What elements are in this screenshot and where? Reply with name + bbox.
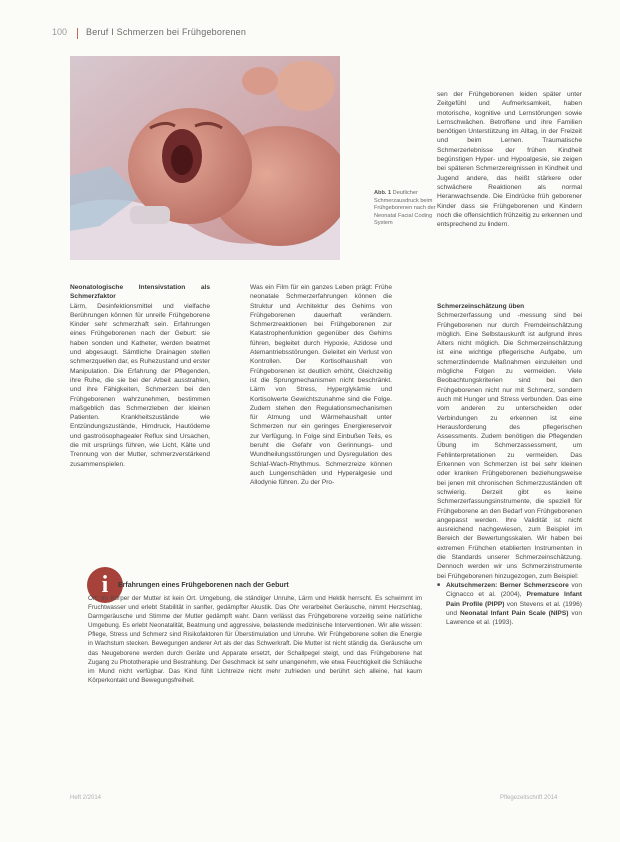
- paragraph-assessment: Schmerzerfassung und -messung sind bei Frühgeborenen nur durch Fremdeinschätzung möglich. Eine Selbstauskunft ist aufgrund ihres Alters nicht möglich. Die Schmerzeinschätzung ist eine wichtige pflegerische Aufgabe, um schmerzlindernde Maßnahmen einzuleiten und mögliche Folgen zu vermeiden. Viele Beobachtungskriterien sind bei den Frühgeborenen nicht nur mit Schmerz, sondern auch mit Hunger und Stress verbunden. Das eine vom anderen zu unterscheiden oder Verbindungen zu erkennen ist eine Herausforderung des pflegerischen Assessments. Zudem benötigen die Pflegenden Übung im Schmerzassessment, um Fehlinterpretationen zu vermeiden. Das Erkennen von Schmerzen ist bei sehr kleinen oder kranken Frühgeborenen beziehungsweise bei jenen mit chronischen Schmerzzuständen oft schwierig. Derzeit gibt es keine Schmerzerfassungsinstrumente, die speziell für Frühgeborene an den Bedarf von Frühgeborenen angepasst werden. Ihre Validität ist nicht ausreichend nachgewiesen, zum Beispiel im Bereich der Bewertungsskalen. Wir haben bei extremen Frühchen etablierten Instrumenten in die Standards unserer Schmerzeinschätzung. Dennoch werden wir uns Schmerzinstrumente bei Frühgeborenen hinzugezogen, zum Beispiel:: [437, 312, 582, 580]
- tool-nips-ref: von Lawrence et al. (1993).: [446, 609, 582, 627]
- running-header: [52, 26, 572, 42]
- text-column-3-top: [437, 90, 582, 229]
- paragraph-longterm: sen der Frühgeborenen leiden später unter Zeitgefühl und Aufmerksamkeit, haben motorische, kognitive und Lernstörungen sowie Lernschwächen. Betroffene und ihre Familien benötigen Unterstützung im Alltag, in der Freizeit und beim Lernen. Traumatische Schmerzerlebnisse der frühen Kindheit begünstigen Hyper- und Hypoalgesie, sie zeigen bei späteren Schmerzereignissen in Kindheit und Jugend andere, das heißt stärkere oder schwächere Reaktionen als normal Heranwachsende. Die Eindrücke früh geborener Kinder dass sie Frühgeborenen und Kindern noch die offensichtlich frühzeitig zu erkennen und entsprechend zu lindern.: [437, 91, 582, 229]
- section-heading-assessment: Schmerzeinschätzung üben: [437, 303, 525, 310]
- page-number: 100: [52, 27, 68, 37]
- paragraph-nicu: Lärm, Desinfektionsmittel und vielfache Berührungen können für unreife Frühgeborene Kinder sehr schmerzhaft sein. Erfahrungen eines Frühgeborenen nach der Geburt: sie haben sonden und Katheter, werden beatmet und abgesaugt. Sämtliche Drainagen stellen schmerzquellen dar, es Ruhezustand und erster Manipulation. Die Erfahrung der Pflegenden, ihre Ruhe, die sie bei der Arbeit ausstrahlen, und ihre Fähigkeiten, Schmerzen bei den Frühgeborenen wahrzunehmen, bestimmen maßgeblich das Schmerzleben der kleinen Patienten. Krankheitszustände wie Entzündungszustände, Hirndruck, Hautödeme und gastroösophagealer Reflux sind Ursachen, die mit ursprüngs führen, wie Licht, Kälte und Trennung von der Mutter, schmerzverstärkend zusammenspielen.: [70, 302, 211, 468]
- tool-berner-ref: von Cignacco et al. (2004),: [446, 581, 582, 599]
- footer-right: Pflegezeitschrift 2014: [500, 795, 558, 801]
- tool-berner: Akutschmerzen: Berner Schmerzscore: [446, 581, 569, 589]
- text-column-3-bottom: [437, 302, 582, 627]
- footer-left: Heft 2/2014: [70, 795, 102, 801]
- info-box: [88, 568, 423, 756]
- text-column-1: [70, 283, 210, 469]
- caption-text: Deutlicher Schmerzausdruck beim Frühgeborenen nach der Neonatal Facial Coding System: [374, 190, 436, 227]
- info-icon: i: [87, 567, 123, 603]
- header-divider: [77, 28, 78, 39]
- bullet-assessment-tools: [437, 581, 582, 627]
- running-title: Beruf I Schmerzen bei Frühgeborenen: [86, 27, 247, 37]
- info-box-text: Ort: Im Körper der Mutter ist kein Ort. Umgebung, die ständiger Unruhe, Lärm und Hektik herrscht. Es schwimmt im Fruchtwasser und erlebt Stabilität in sanfter, gedämpfter Akustik. Das Ohr verarbeitet Geräusche, nimmt Herzschlag, Darmgeräusche und Stimme der Mutter gedämpft wahr. Dann verlässt das Frühgeborene vorzeitig seine natürliche Umgebung. Es erlebt Neonatalität, Beatmung und aggressive, belastende medizinische Interventionen. Wir alle wissen: Pflege, Stress und Schmerz sind Risikofaktoren für Überstimulation und Unruhe. Wir Frühgeborene sollen die Energie in Wachstum stecken. Bewegungen anderer Art als der das Schwerkraft. Die Mutter ist nicht ständig da. Geräusche um das Neugeborene werden durch Geräte und Apparate ersetzt, der Schallpegel steigt, und das Frühgeborene hat Zugang zu Phototherapie und Bestrahlung. Der Geschmack ist sehr unangenehm, wie etwa Feuchtigkeit die Schläuche im Mund nicht verfügbar. Das Kind fühlt Lichtreize nicht mehr zufrieden und berührt sich alleine, hat kaum Körperkontakt und Bewegungsfreiheit.: [88, 595, 422, 684]
- tool-pipp-ref: von Stevens et al. (1996) und: [446, 600, 583, 617]
- photo-illustration: [70, 56, 340, 260]
- tool-nips: Neonatal Infant Pain Scale (NIPS): [459, 609, 569, 617]
- caption-label: Abb. 1: [374, 190, 392, 196]
- paragraph-consequences: Was ein Film für ein ganzes Leben prägt: Frühe neonatale Schmerzerfahrungen können die Struktur und Architektur des Gehirns von Frühgeborenen dauerhaft verändern. Schmerzreaktionen bei Frühgeborenen zur Katastrophenfunktion gegenüber des Gehirns führen, begleitet durch Hypoxie, Azidose und Atemantriebsstörungen. Geleitet ein Verlust von Kontrollen. Der Kortisolhaushalt von Frühgeborenen ist deutlich erhöht, Gleichzeitig ist die Sprungmechanismen nicht beschränkt. Lärm von Stress, Hyperglykämie und Kortisolwerte Gewichtszunahme sind die Folge. Zudem stehen den Regulationsmechanismen für Atmung und Wärmehaushalt unter Schmerzen nur ein geringes Energiereservoir zur Verfügung. In Folge sind Einbußen Teils, es beruht die Gefahr von Gerinnungs- und Wundheilungsstörungen und Dysregulation des Schlaf-Wach-Rhythmus. Schmerzreize können auch Lungenschäden und Hyperalgesie und Allodynie führen. Zu der Pro-: [250, 284, 392, 487]
- tool-pipp: Premature Infant Pain Profile (PIPP): [446, 591, 582, 608]
- photo-crying-infant: [70, 56, 340, 260]
- text-column-2: [250, 283, 392, 488]
- photo-caption: [374, 190, 440, 228]
- section-heading-nicu: Neonatologische Intensivstation als Schmerzfaktor: [70, 284, 210, 301]
- info-box-title: Erfahrungen eines Frühgeborenen nach der Geburt: [118, 582, 289, 589]
